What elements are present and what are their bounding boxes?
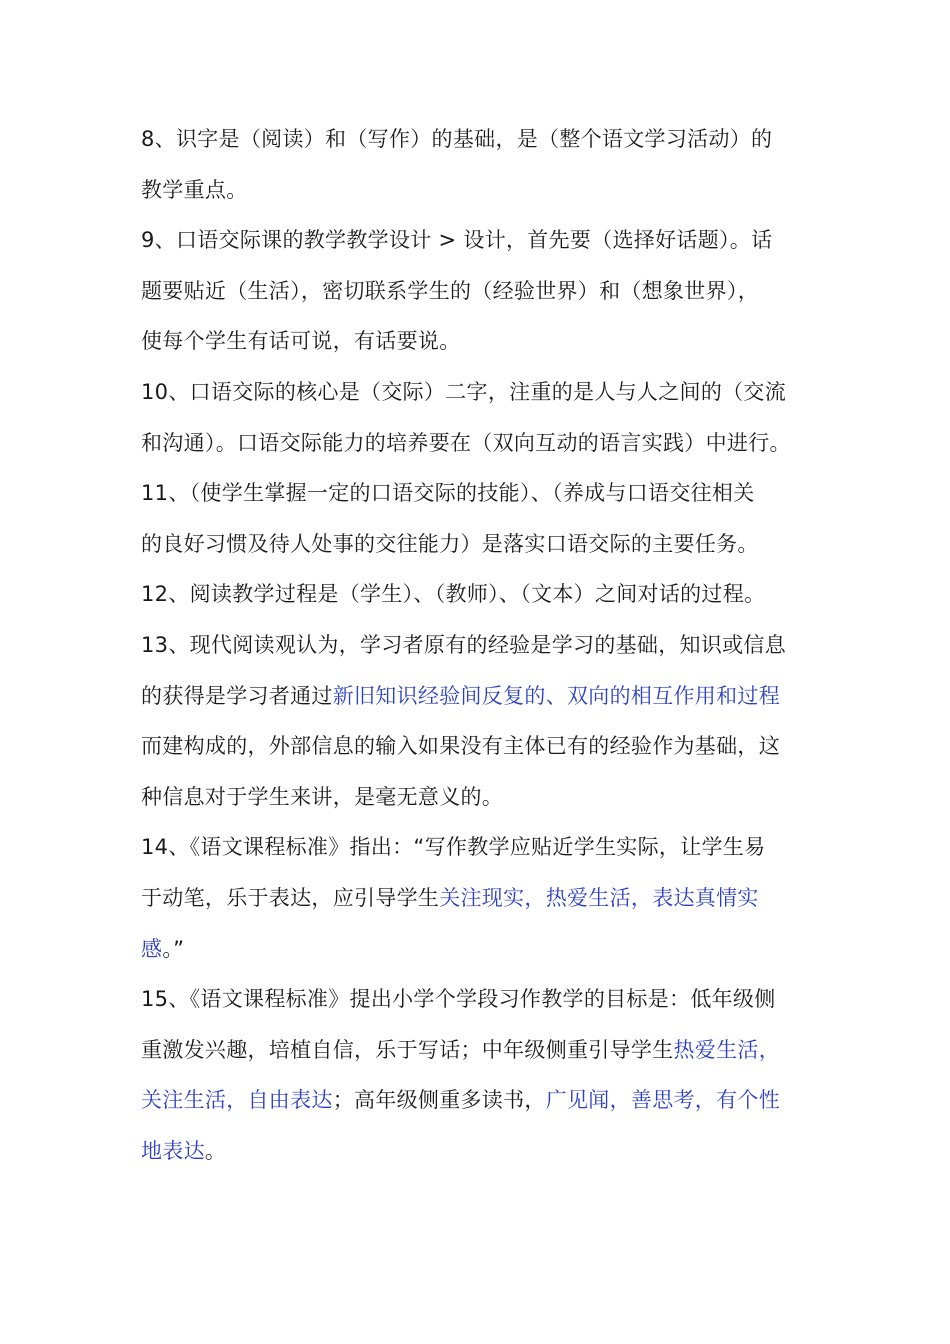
body-text: 15、《语文课程标准》提出小学个学段习作教学的目标是：低年级侧 xyxy=(141,987,776,1012)
text-line xyxy=(141,569,813,620)
text-line xyxy=(141,1126,813,1177)
paragraph-item-5 xyxy=(141,569,813,620)
highlighted-text: 地表达 xyxy=(141,1138,205,1163)
text-line xyxy=(141,873,813,924)
text-line xyxy=(141,721,813,772)
body-text: 和沟通）。口语交际能力的培养要在（双向互动的语言实践）中进行。 xyxy=(141,430,791,455)
text-line xyxy=(141,974,813,1025)
paragraph-item-8 xyxy=(141,974,813,1176)
text-line xyxy=(141,266,813,317)
text-line xyxy=(141,316,813,367)
text-line xyxy=(141,671,813,722)
text-line xyxy=(141,418,813,469)
text-line xyxy=(141,1075,813,1126)
highlighted-text: 广见闻，善思考，有个性 xyxy=(545,1088,781,1113)
text-line xyxy=(141,114,813,165)
highlighted-text: 关注生活，自由表达 xyxy=(141,1088,333,1113)
highlighted-text: 感 xyxy=(141,936,163,961)
body-text: 8、识字是（阅读）和（写作）的基础，是（整个语文学习活动）的 xyxy=(141,127,773,151)
body-text: 的获得是学习者通过 xyxy=(141,683,333,708)
text-line xyxy=(141,165,813,216)
paragraph-item-4 xyxy=(141,468,813,569)
text-line xyxy=(141,215,813,266)
body-text: 11、（使学生掌握一定的口语交际的技能）、（养成与口语交往相关 xyxy=(141,481,755,506)
paragraph-item-6 xyxy=(141,620,813,822)
body-text: 题要贴近（生活），密切联系学生的（经验世界）和（想象世界）， xyxy=(141,278,759,303)
body-text: 重激发兴趣，培植自信，乐于写话；中年级侧重引导学生 xyxy=(141,1037,674,1062)
text-line xyxy=(141,924,813,975)
highlighted-text: 热爱生活， xyxy=(673,1037,780,1062)
body-text: 13、现代阅读观认为，学习者原有的经验是学习的基础，知识或信息 xyxy=(141,632,787,657)
body-text: 9、口语交际课的教学教学设计 > 设计，首先要（选择好话题）。话 xyxy=(141,228,773,253)
paragraph-item-3 xyxy=(141,367,813,468)
text-line xyxy=(141,822,813,873)
highlighted-text: 关注现实，热爱生活，表达真情实 xyxy=(439,885,759,910)
body-text: 种信息对于学生来讲，是毫无意义的。 xyxy=(141,784,504,809)
body-text: 14、《语文课程标准》指出：“写作教学应贴近学生实际，让学生易 xyxy=(141,835,766,860)
body-text: 10、口语交际的核心是（交际）二字，注重的是人与人之间的（交流 xyxy=(141,379,787,404)
body-text: 于动笔，乐于表达，应引导学生 xyxy=(141,885,440,910)
paragraph-item-2 xyxy=(141,215,813,367)
text-line xyxy=(141,468,813,519)
body-text: 。” xyxy=(162,936,185,961)
body-text: 的良好习惯及待人处事的交往能力）是落实口语交际的主要任务。 xyxy=(141,531,759,556)
text-line xyxy=(141,519,813,570)
body-text: 教学重点。 xyxy=(141,177,248,202)
document-body xyxy=(141,114,813,1176)
paragraph-item-1 xyxy=(141,114,813,215)
body-text: 12、阅读教学过程是（学生）、（教师）、（文本）之间对话的过程。 xyxy=(141,582,766,607)
text-line xyxy=(141,1025,813,1076)
highlighted-text: 新旧知识经验间反复的、双向的相互作用和过程 xyxy=(332,683,781,708)
body-text: 而建构成的，外部信息的输入如果没有主体已有的经验作为基础，这 xyxy=(141,734,780,759)
paragraph-item-7 xyxy=(141,822,813,974)
body-text: 使每个学生有话可说，有话要说。 xyxy=(141,329,461,354)
body-text: ；高年级侧重多读书， xyxy=(332,1088,546,1113)
text-line xyxy=(141,367,813,418)
text-line xyxy=(141,772,813,823)
text-line xyxy=(141,620,813,671)
body-text: 。 xyxy=(204,1138,227,1163)
